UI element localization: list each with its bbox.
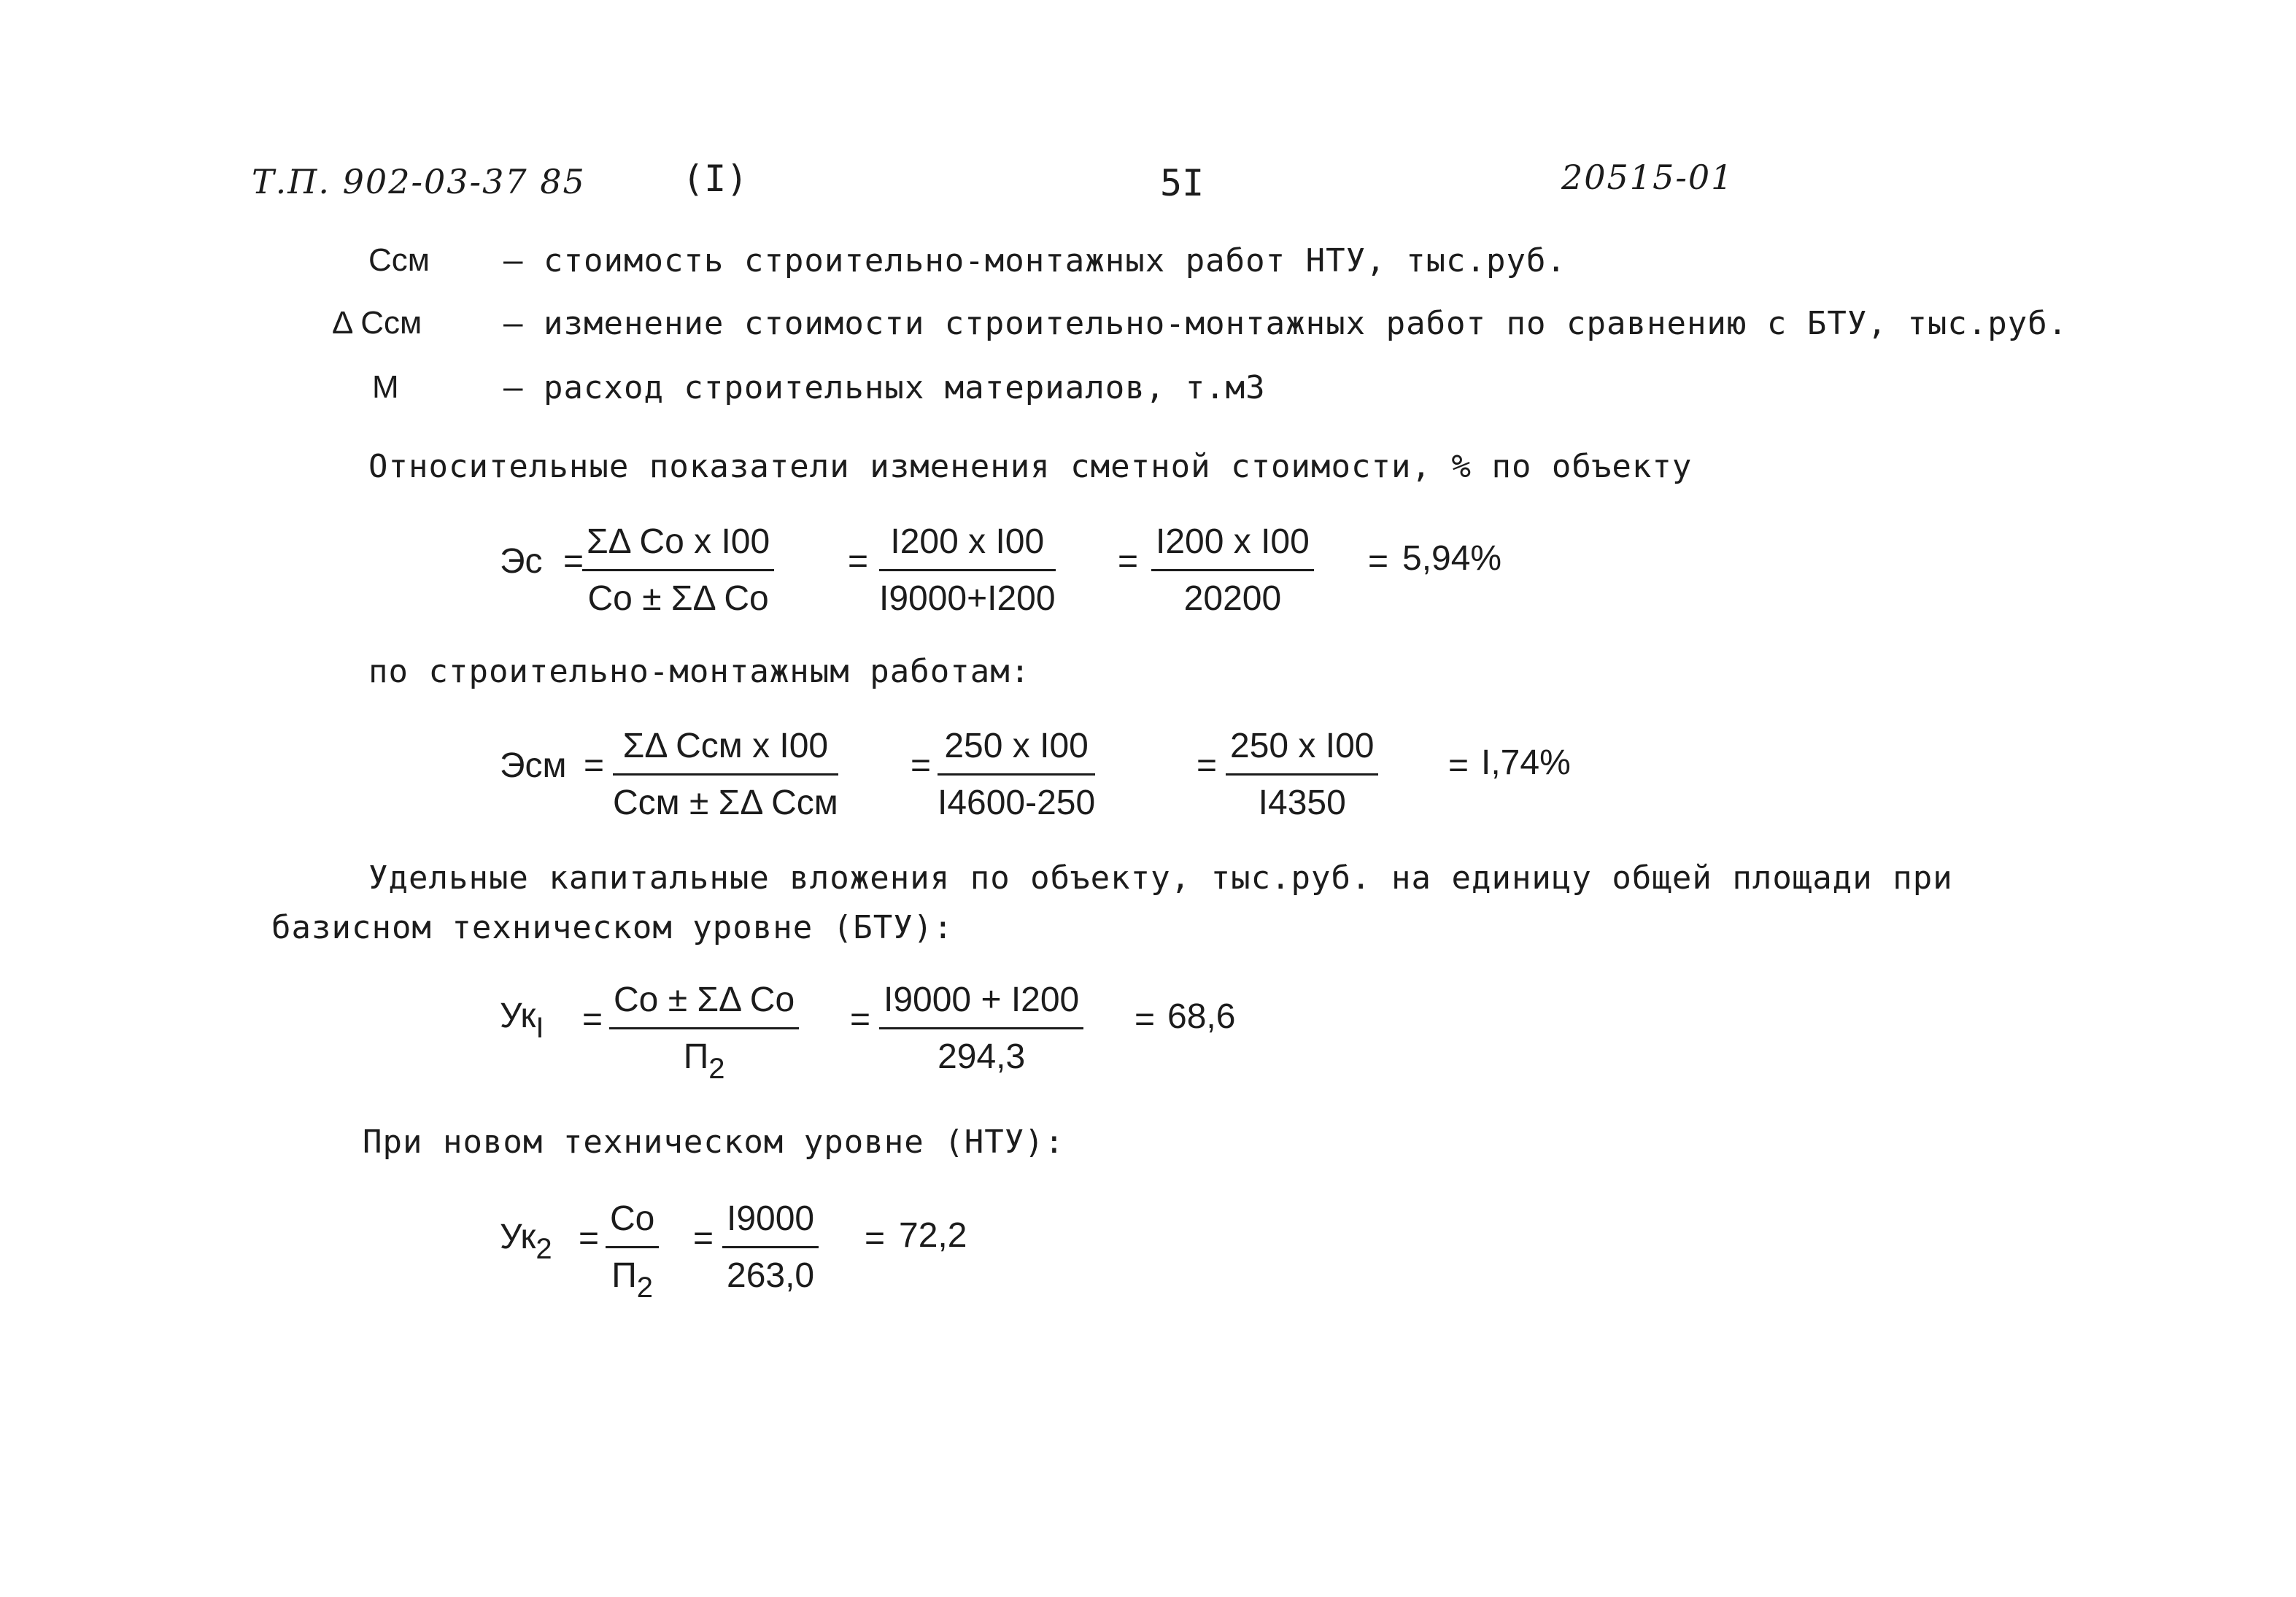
equals-sign: = <box>563 542 584 581</box>
fraction-denominator: I9000+I200 <box>879 579 1056 618</box>
fraction-denominator: I4350 <box>1258 784 1346 822</box>
equals-sign: = <box>1448 746 1469 785</box>
formula-ec-fraction <box>879 522 1056 619</box>
equals-sign: = <box>1118 542 1139 581</box>
equals-sign: = <box>579 1219 600 1258</box>
fraction-denominator: 294,3 <box>938 1037 1026 1076</box>
equals-sign: = <box>582 1000 603 1039</box>
equals-sign: = <box>911 746 932 785</box>
definition-symbol: Δ Ссм <box>332 305 422 341</box>
formula-ecm-result: I,74% <box>1481 743 1571 782</box>
fraction-denominator: $П_2$ <box>683 1037 725 1085</box>
formula-ec-result: 5,94% <box>1402 539 1502 578</box>
fraction-denominator: I4600-250 <box>938 784 1096 822</box>
formula-uk1-fraction <box>879 980 1083 1077</box>
paragraph-specific-investments: Удельные капитальные вложения по объекту, тыс.руб. на единицу общей площади при <box>368 859 1953 897</box>
equals-sign: = <box>1135 1000 1156 1039</box>
fraction-numerator: 250 х I00 <box>938 726 1095 776</box>
paragraph-construction-works: по строительно-монтажным работам: <box>368 653 1031 690</box>
document-code: Т.П. 902-03-37 85 <box>252 162 586 201</box>
fraction-denominator: 20200 <box>1183 579 1282 618</box>
fraction-numerator: Со <box>606 1199 659 1248</box>
formula-ecm-fraction <box>613 726 838 823</box>
formula-uk1-lhs: $Ук_I$ <box>500 997 544 1044</box>
fraction-numerator: Со ± ΣΔ Со <box>609 980 799 1029</box>
fraction-denominator: Со ± ΣΔ Со <box>587 579 769 618</box>
paragraph-relative-indicators: Относительные показатели изменения сметной стоимости, % по объекту <box>368 448 1693 485</box>
definition-symbol: Ссм <box>368 242 430 278</box>
fraction-denominator: $П_2$ <box>611 1256 654 1304</box>
equals-sign: = <box>1197 746 1218 785</box>
definition-text: расход строительных материалов, т.м3 <box>544 369 1266 406</box>
formula-ec-fraction <box>1151 522 1314 619</box>
fraction-numerator: I9000 <box>722 1199 819 1248</box>
formula-ecm-lhs: Эсм <box>500 746 567 785</box>
definition-text: стоимость строительно-монтажных работ НТУ, тыс.руб. <box>544 242 1567 279</box>
definition-symbol: М <box>372 369 399 405</box>
definition-text: изменение стоимости строительно-монтажных работ по сравнению с БТУ, тыс.руб. <box>544 305 2068 342</box>
fraction-numerator: ΣΔ Со х I00 <box>582 522 774 571</box>
fraction-denominator: Ссм ± ΣΔ Ссм <box>613 784 838 822</box>
fraction-numerator: ΣΔ Ссм х I00 <box>613 726 838 776</box>
paragraph-new-technical-level: При новом техническом уровне (НТУ): <box>363 1124 1065 1161</box>
fraction-numerator: I9000 + I200 <box>879 980 1083 1029</box>
fraction-numerator: I200 х I00 <box>1151 522 1314 571</box>
formula-uk2-lhs: $Ук_2$ <box>500 1218 552 1265</box>
fraction-denominator: 263,0 <box>727 1256 815 1295</box>
definition-dash: – <box>503 305 524 342</box>
equals-sign: = <box>693 1219 714 1258</box>
paragraph-specific-investments-cont: базисном техническом уровне (БТУ): <box>271 909 954 946</box>
section-number: (I) <box>682 158 749 200</box>
equals-sign: = <box>1368 542 1389 581</box>
formula-uk2-result: 72,2 <box>899 1216 967 1255</box>
formula-ecm-fraction <box>938 726 1095 823</box>
formula-uk2-fraction <box>606 1199 659 1304</box>
formula-ec-fraction <box>582 522 774 619</box>
formula-uk2-fraction <box>722 1199 819 1296</box>
equals-sign: = <box>850 1000 871 1039</box>
sheet-code: 20515-01 <box>1561 158 1734 197</box>
equals-sign: = <box>865 1219 886 1258</box>
formula-uk1-fraction <box>609 980 799 1085</box>
definition-dash: – <box>503 242 524 279</box>
page-number: 5I <box>1160 162 1205 204</box>
fraction-numerator: I200 х I00 <box>879 522 1056 571</box>
formula-ecm-fraction <box>1226 726 1378 823</box>
equals-sign: = <box>584 746 605 785</box>
formula-uk1-result: 68,6 <box>1167 997 1236 1036</box>
equals-sign: = <box>848 542 869 581</box>
fraction-numerator: 250 х I00 <box>1226 726 1378 776</box>
formula-ec-lhs: Эс <box>500 542 543 581</box>
definition-dash: – <box>503 369 524 406</box>
